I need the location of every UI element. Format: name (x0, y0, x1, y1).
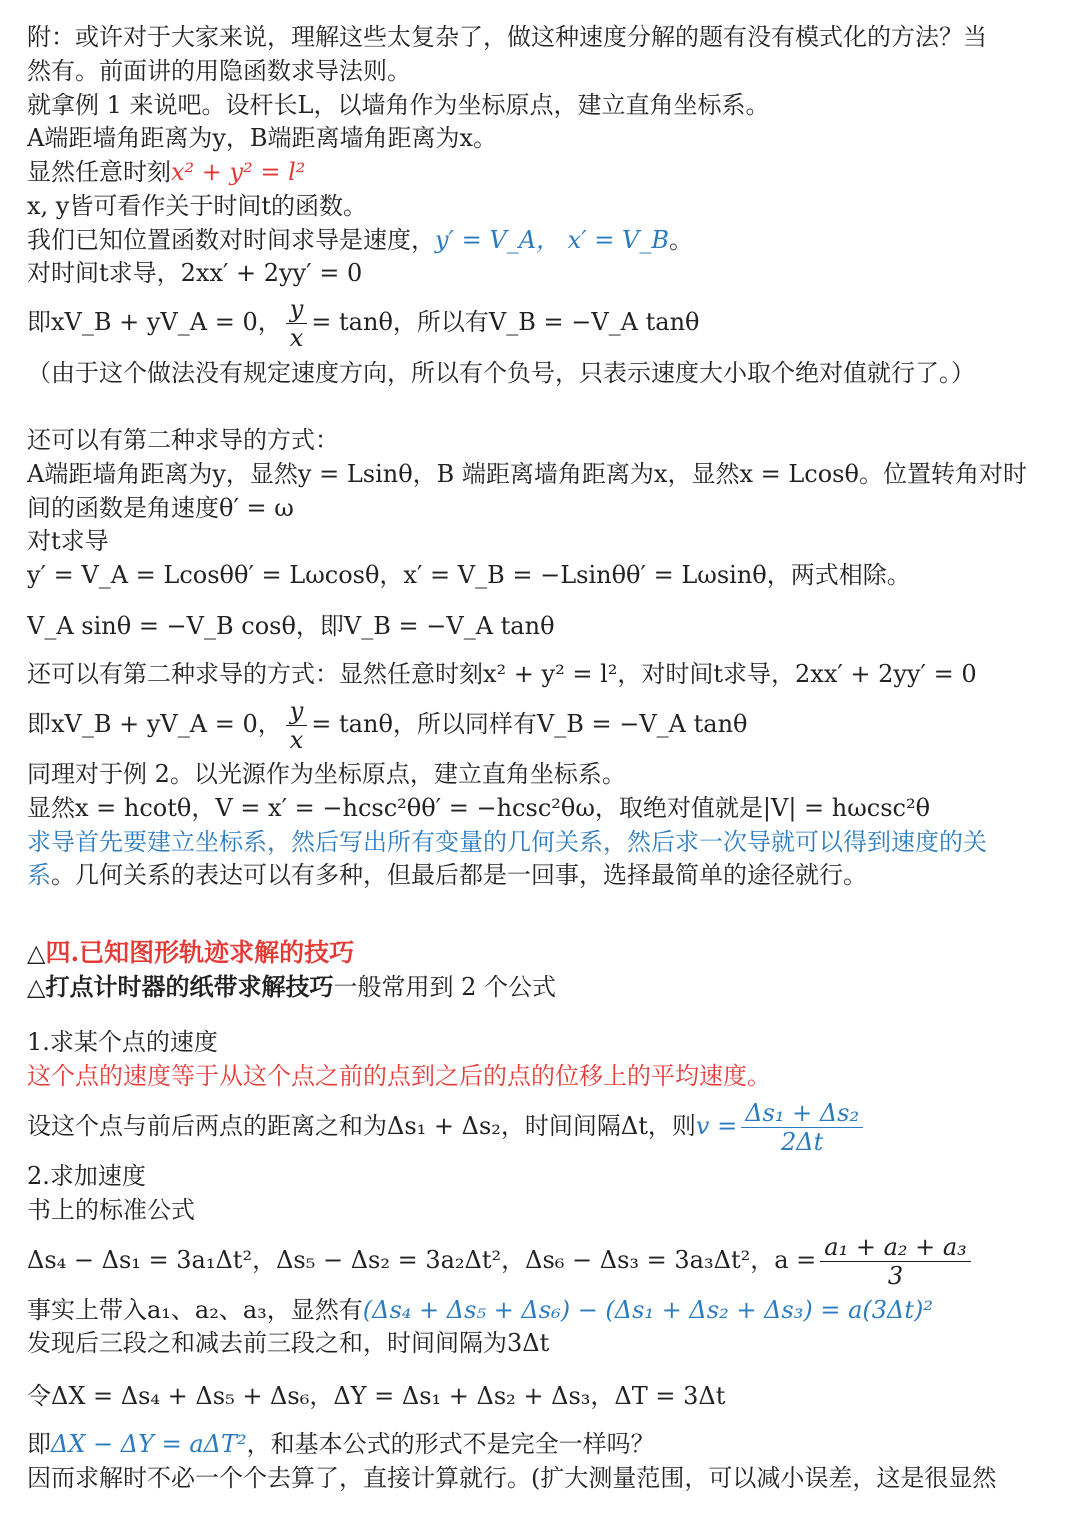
text-line: y′ = V_A = Lcosθθ′ = Lωcosθ，x′ = V_B = −Lsinθθ′ = Lωsinθ，两式相除。 (27, 561, 911, 589)
text-line: 对时间t求导，2xx′ + 2yy′ = 0 (27, 259, 363, 287)
text-line: 同理对于例 2。以光源作为坐标原点，建立直角坐标系。 (27, 760, 626, 788)
text-line: 事实上带入a₁、a₂、a₃，显然有(Δs₄ + Δs₅ + Δs₆) − (Δs₁ + Δs₂ + Δs₃) = a(3Δt)² (27, 1296, 933, 1324)
text-line: 这个点的速度等于从这个点之前的点到之后的点的位移上的平均速度。 (27, 1062, 771, 1090)
text-line: Δs₄ − Δs₁ = 3a₁Δt²，Δs₅ − Δs₂ = 3a₂Δt²，Δs₆ − Δs₃ = 3a₃Δt²，a = $\frac{\text{a₁ + a₂ + a₃}}{3}$ (27, 1230, 1066, 1292)
text-line: V_A sinθ = −V_B cosθ，即V_B = −V_A tanθ (27, 612, 555, 640)
formula-blue: ΔX − ΔY = aΔT² (51, 1430, 247, 1458)
formula-red: x² + y² = l² (171, 158, 306, 186)
text-line: 然有。前面讲的用隐函数求导法则。 (27, 57, 411, 85)
section-heading: △四.已知图形轨迹求解的技巧 (27, 938, 355, 967)
text-line: 因而求解时不必一个个去算了，直接计算就行。(扩大测量范围，可以减小误差，这是很显然 (27, 1464, 997, 1492)
text-line: 1.求某个点的速度 (27, 1028, 218, 1056)
text-line: 间的函数是角速度θ′ = ω (27, 494, 294, 522)
text-line: 书上的标准公式 (27, 1196, 195, 1224)
text-line: 即xV_B + yV_A = 0， $\frac{y}{x}$ = tanθ，所以有V_B = −V_A tanθ (27, 295, 700, 352)
text-line: 附：或许对于大家来说，理解这些太复杂了，做这种速度分解的题有没有模式化的方法？当 (27, 23, 987, 51)
text-line: 即xV_B + yV_A = 0， $\frac{y}{x}$ = tanθ，所以同样有V_B = −V_A tanθ (27, 697, 748, 754)
text-line: 即ΔX − ΔY = aΔT²，和基本公式的形式不是完全一样吗？ (27, 1430, 655, 1458)
text-line: A端距墙角距离为y，显然y = Lsinθ，B 端距离墙角距离为x，显然x = Lcosθ。位置转角对时 (27, 460, 1027, 488)
text-line: 求导首先要建立坐标系，然后写出所有变量的几何关系，然后求一次导就可以得到速度的关 (27, 828, 987, 856)
text-line: 令ΔX = Δs₄ + Δs₅ + Δs₆，ΔY = Δs₁ + Δs₂ + Δs₃，ΔT = 3Δt (27, 1382, 726, 1410)
fraction: $\frac{y}{x}$ (286, 295, 308, 352)
text-line: 设这个点与前后两点的距离之和为Δs₁ + Δs₂，时间间隔Δt，则v = $\frac{\text{Δs₁ + Δs₂}}{2\Delta t}$ (27, 1096, 1066, 1158)
text-line: 系。几何关系的表达可以有多种，但最后都是一回事，选择最简单的途径就行。 (27, 861, 867, 889)
text-line: 显然任意时刻x² + y² = l² (27, 158, 306, 186)
text-line: 发现后三段之和减去前三段之和，时间间隔为3Δt (27, 1329, 550, 1357)
text-line: 还可以有第二种求导的方式： (27, 426, 339, 454)
text-line: A端距墙角距离为y，B端距离墙角距离为x。 (27, 124, 498, 152)
text-line: 对t求导 (27, 527, 109, 555)
text-line: 还可以有第二种求导的方式：显然任意时刻x² + y² = l²，对时间t求导，2xx′ + 2yy′ = 0 (27, 660, 977, 688)
fraction: $\frac{y}{x}$ (286, 697, 308, 754)
text-line: （由于这个做法没有规定速度方向，所以有个负号，只表示速度大小取个绝对值就行了。） (27, 359, 975, 387)
fraction: $\frac{\text{Δs₁ + Δs₂}}{2\Delta t}$ (741, 1099, 863, 1156)
text-line: 显然x = hcotθ，V = x′ = −hcsc²θθ′ = −hcsc²θω，取绝对值就是|V| = hωcsc²θ (27, 794, 931, 822)
formula-blue: (Δs₄ + Δs₅ + Δs₆) − (Δs₁ + Δs₂ + Δs₃) = a(3Δt)² (362, 1296, 933, 1324)
text-line: x, y皆可看作关于时间t的函数。 (27, 192, 367, 220)
text-line: 就拿例 1 来说吧。设杆长L，以墙角作为坐标原点，建立直角坐标系。 (27, 91, 770, 119)
text-line: 我们已知位置函数对时间求导是速度，y′ = V_A， x′ = V_B。 (27, 226, 693, 254)
subsection-heading: △打点计时器的纸带求解技巧一般常用到 2 个公式 (27, 972, 556, 1001)
text-line: 2.求加速度 (27, 1162, 146, 1190)
fraction: $\frac{\text{a₁ + a₂ + a₃}}{3}$ (820, 1233, 971, 1290)
formula-blue: y′ = V_A， x′ = V_B (435, 226, 669, 254)
